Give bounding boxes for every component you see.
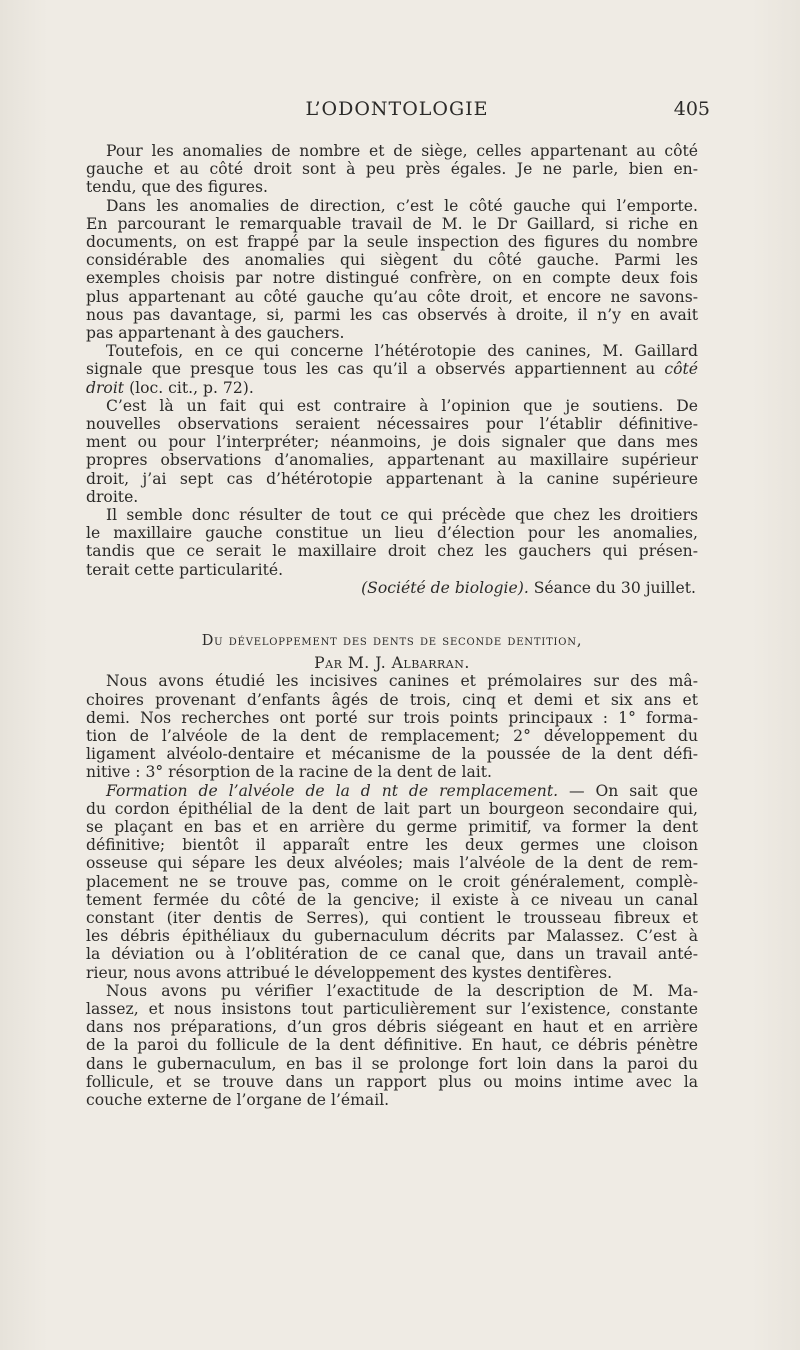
text-fragment: signale que presque tous les cas qu’il a observés appartiennent au xyxy=(86,360,656,379)
text-line xyxy=(86,782,698,800)
text-line: tandis que ce serait le maxillaire droit chez les gauchers qui présen- xyxy=(86,542,698,561)
text-line: En parcourant le remarquable travail de M. le Dr Gaillard, si riche en xyxy=(86,214,698,233)
text-line: dans le gubernaculum, en bas il se prolonge fort loin dans la paroi du xyxy=(86,1054,698,1073)
source-citation xyxy=(86,579,698,597)
section-heterotopy-text xyxy=(86,142,698,597)
text-line: Nous avons étudié les incisives canines et prémolaires sur des mâ- xyxy=(106,672,698,691)
text-line: pas appartenant à des gauchers. xyxy=(86,324,345,343)
text-line: C’est là un fait qui est contraire à l’opinion que je soutiens. De xyxy=(106,396,698,415)
text-line: nouvelles observations seraient nécessaires pour l’établir définitive- xyxy=(86,415,698,434)
italic-text: droit xyxy=(86,378,125,397)
text-line xyxy=(86,379,698,397)
text-line: de la paroi du follicule de la dent définitive. En haut, ce débris pénètre xyxy=(86,1036,698,1055)
citation-ref: (loc. cit., p. 72). xyxy=(129,378,254,397)
text-line: tion de l’alvéole de la dent de remplacement; 2° développement du xyxy=(86,727,698,746)
text-line: tement fermée du côté de la gencive; il existe à ce niveau un canal xyxy=(86,890,698,909)
text-line: le maxillaire gauche constitue un lieu d’élection pour les anomalies, xyxy=(86,524,698,543)
text-line: osseuse qui sépare les deux alvéoles; mais l’alvéole de la dent de rem- xyxy=(86,854,698,873)
text-line: droite. xyxy=(86,487,139,506)
section-development-text xyxy=(86,632,698,1109)
text-line: nitive : 3° résorption de la racine de la dent de lait. xyxy=(86,763,492,782)
text-line: documents, on est frappé par la seule inspection des figures du nombre xyxy=(86,233,698,252)
text-line: exemples choisis par notre distingué confrère, on en compte deux fois xyxy=(86,269,698,288)
italic-text: côté xyxy=(664,360,698,379)
subsection-heading: Formation de l’alvéole de la d nt de remplacement. xyxy=(106,781,559,800)
page-number: 405 xyxy=(673,98,710,120)
section-author: Par M. J. Albarran. xyxy=(314,654,470,673)
text-line: rieur, nous avons attribué le développement des kystes dentifères. xyxy=(86,963,613,982)
text-line: Pour les anomalies de nombre et de siège, celles appartenant au côté xyxy=(106,142,698,160)
text-line: choires provenant d’enfants âgés de trois, cinq et demi et six ans et xyxy=(86,690,698,709)
text-line: dans nos préparations, d’un gros débris siégeant en haut et en arrière xyxy=(86,1018,698,1037)
text-line: Toutefois, en ce qui concerne l’hétérotopie des canines, M. Gaillard xyxy=(106,342,698,361)
section-title: Du développement des dents de seconde dentition, xyxy=(201,633,583,649)
text-line: ment ou pour l’interpréter; néanmoins, je dois signaler que dans mes xyxy=(86,433,698,452)
text-line: couche externe de l’organe de l’émail. xyxy=(86,1091,390,1110)
source-journal: (Société de biologie). xyxy=(361,578,529,597)
text-fragment: — On sait que xyxy=(558,781,698,800)
text-line: définitive; bientôt il apparaît entre les deux germes une cloison xyxy=(86,836,698,855)
text-line: placement ne se trouve pas, comme on le croit généralement, complè- xyxy=(86,872,698,891)
text-line: lassez, et nous insistons tout particulièrement sur l’existence, constante xyxy=(86,1000,698,1019)
text-line: follicule, et se trouve dans un rapport plus ou moins intime avec la xyxy=(86,1072,698,1091)
text-line: constant (iter dentis de Serres), qui contient le trousseau fibreux et xyxy=(86,909,698,928)
running-title: L’ODONTOLOGIE xyxy=(305,98,489,120)
text-line: Il semble donc résulter de tout ce qui précède que chez les droitiers xyxy=(106,506,698,525)
text-line: se plaçant en bas et en arrière du germe primitif, va former la dent xyxy=(86,818,698,837)
text-line xyxy=(86,360,698,378)
text-line: propres observations d’anomalies, appartenant au maxillaire supérieur xyxy=(86,451,698,470)
source-date: Séance du 30 juillet. xyxy=(528,578,696,597)
text-line: la déviation ou à l’oblitération de ce canal que, dans un travail anté- xyxy=(86,945,698,964)
text-line: tendu, que des figures. xyxy=(86,178,268,197)
text-line: ligament alvéolo-dentaire et mécanisme de la poussée de la dent défi- xyxy=(86,745,698,764)
text-line: nous pas davantage, si, parmi les cas observés à droite, il n’y en avait xyxy=(86,305,698,324)
text-line: les débris épithéliaux du gubernaculum décrits par Malassez. C’est à xyxy=(86,927,698,946)
text-line: Nous avons pu vérifier l’exactitude de la description de M. Ma- xyxy=(106,981,698,1000)
page-header xyxy=(84,98,710,128)
text-line: terait cette particularité. xyxy=(86,560,284,579)
text-line: du cordon épithélial de la dent de lait part un bourgeon secondaire qui, xyxy=(86,799,698,818)
text-line: considérable des anomalies qui siègent du côté gauche. Parmi les xyxy=(86,251,698,270)
text-line: plus appartenant au côté gauche qu’au côte droit, et encore ne savons- xyxy=(86,287,698,306)
text-line: droit, j’ai sept cas d’hétérotopie appartenant à la canine supérieure xyxy=(86,469,698,488)
text-line: demi. Nos recherches ont porté sur trois points principaux : 1° forma- xyxy=(86,708,698,727)
text-line: gauche et au côté droit sont à peu près égales. Je ne parle, bien en- xyxy=(86,160,698,179)
text-line: Dans les anomalies de direction, c’est le côté gauche qui l’emporte. xyxy=(106,196,698,215)
